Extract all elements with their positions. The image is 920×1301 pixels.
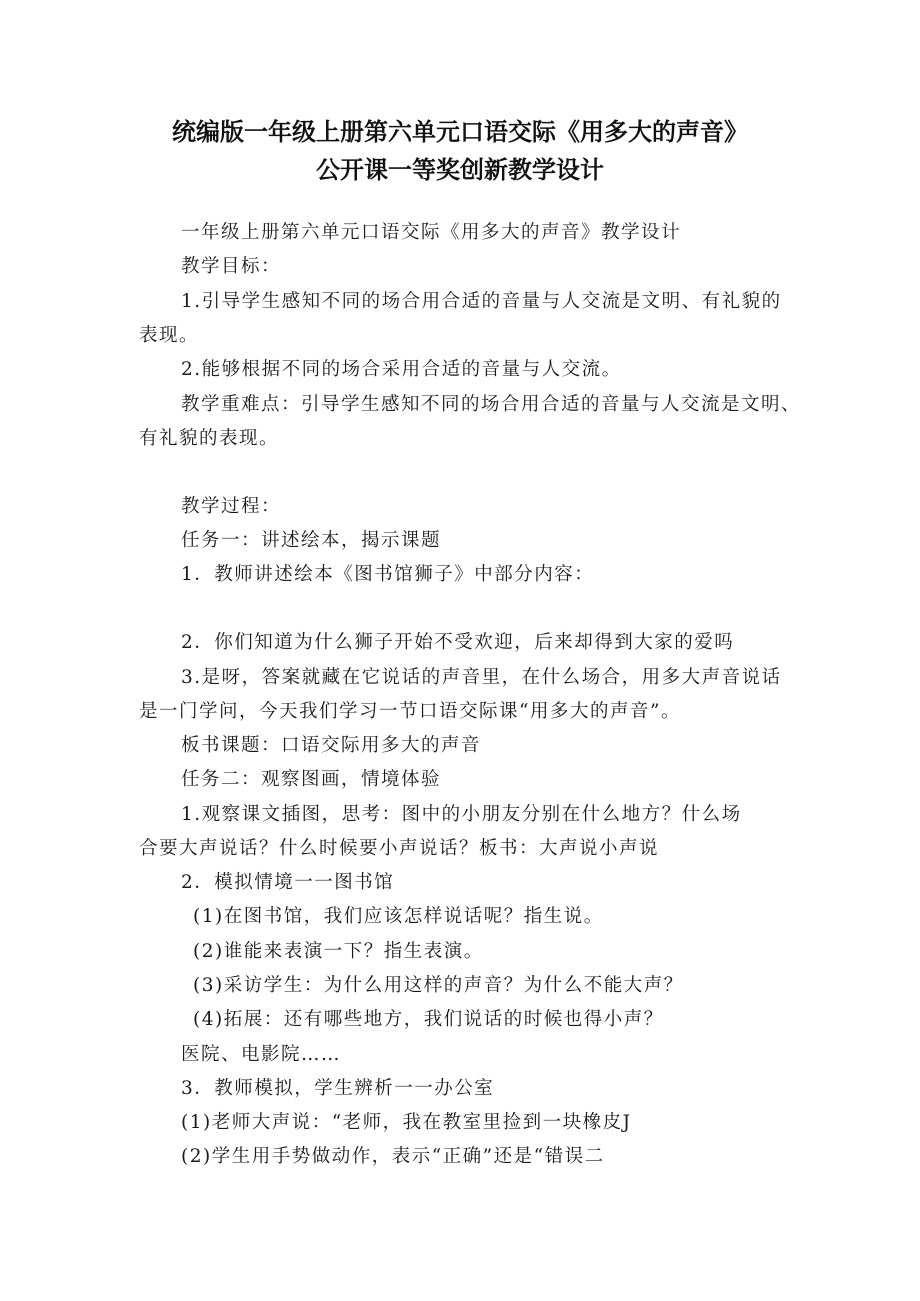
task-2-heading: 任务二：观察图画，情境体验 — [181, 769, 442, 790]
document-title-line-1: 统编版一年级上册第六单元口语交际《用多大的声音》 — [172, 118, 748, 146]
task-2-step-2-item-4: (4)拓展：还有哪些地方，我们说话的时候也得小声？ — [193, 1009, 664, 1030]
key-points-line-1: 教学重难点：引导学生感知不同的场合用合适的音量与人交流是文明、 — [181, 394, 802, 415]
task-2-step-1-line-1: 1.观察课文插图，思考：图中的小朋友分别在什么地方？什么场 — [181, 804, 742, 825]
task-1-step-1: 1．教师讲述绘本《图书馆狮子》中部分内容： — [181, 564, 595, 585]
task-1-step-3-line-2: 是一门学问，今天我们学习一节口语交际课“用多大的声音”。 — [139, 701, 681, 722]
goal-1-line-2: 表现。 — [139, 325, 200, 346]
task-2-step-3-item-2: (2)学生用手势做动作，表示“正确”还是“错误二 — [181, 1146, 605, 1167]
document-title-line-2: 公开课一等奖创新教学设计 — [316, 156, 604, 184]
places-examples: 医院、电影院…… — [181, 1044, 342, 1065]
task-1-step-3-line-1: 3.是呀，答案就藏在它说话的声音里，在什么场合，用多大声音说话 — [181, 667, 782, 688]
task-1-heading: 任务一：讲述绘本，揭示课题 — [181, 530, 442, 551]
task-2-step-2: 2．模拟情境一一图书馆 — [181, 872, 395, 893]
goal-1-line-1: 1.引导学生感知不同的场合用合适的音量与人交流是文明、有礼貌的 — [181, 291, 782, 312]
task-2-step-2-item-1: (1)在图书馆，我们应该怎样说话呢？指生说。 — [193, 906, 604, 927]
design-heading: 一年级上册第六单元口语交际《用多大的声音》教学设计 — [181, 222, 682, 243]
task-2-step-1-line-2: 合要大声说话？什么时候要小声说话？板书：大声说小声说 — [139, 838, 660, 859]
teaching-goals-label: 教学目标： — [181, 256, 282, 277]
goal-2: 2.能够根据不同的场合采用合适的音量与人交流。 — [181, 359, 622, 380]
task-2-step-3-item-1: (1)老师大声说：“老师，我在教室里捡到一块橡皮J — [181, 1112, 632, 1133]
task-2-step-2-item-3: (3)采访学生：为什么用这样的声音？为什么不能大声？ — [193, 975, 684, 996]
task-2-step-3: 3．教师模拟，学生辨析一一办公室 — [181, 1078, 495, 1099]
task-1-step-2: 2．你们知道为什么狮子开始不受欢迎，后来却得到大家的爱吗 — [181, 632, 735, 653]
task-2-step-2-item-2: (2)谁能来表演一下？指生表演。 — [193, 941, 484, 962]
teaching-process-label: 教学过程： — [181, 496, 282, 517]
board-title: 板书课题：口语交际用多大的声音 — [181, 735, 482, 756]
key-points-line-2: 有礼貌的表现。 — [139, 428, 280, 449]
